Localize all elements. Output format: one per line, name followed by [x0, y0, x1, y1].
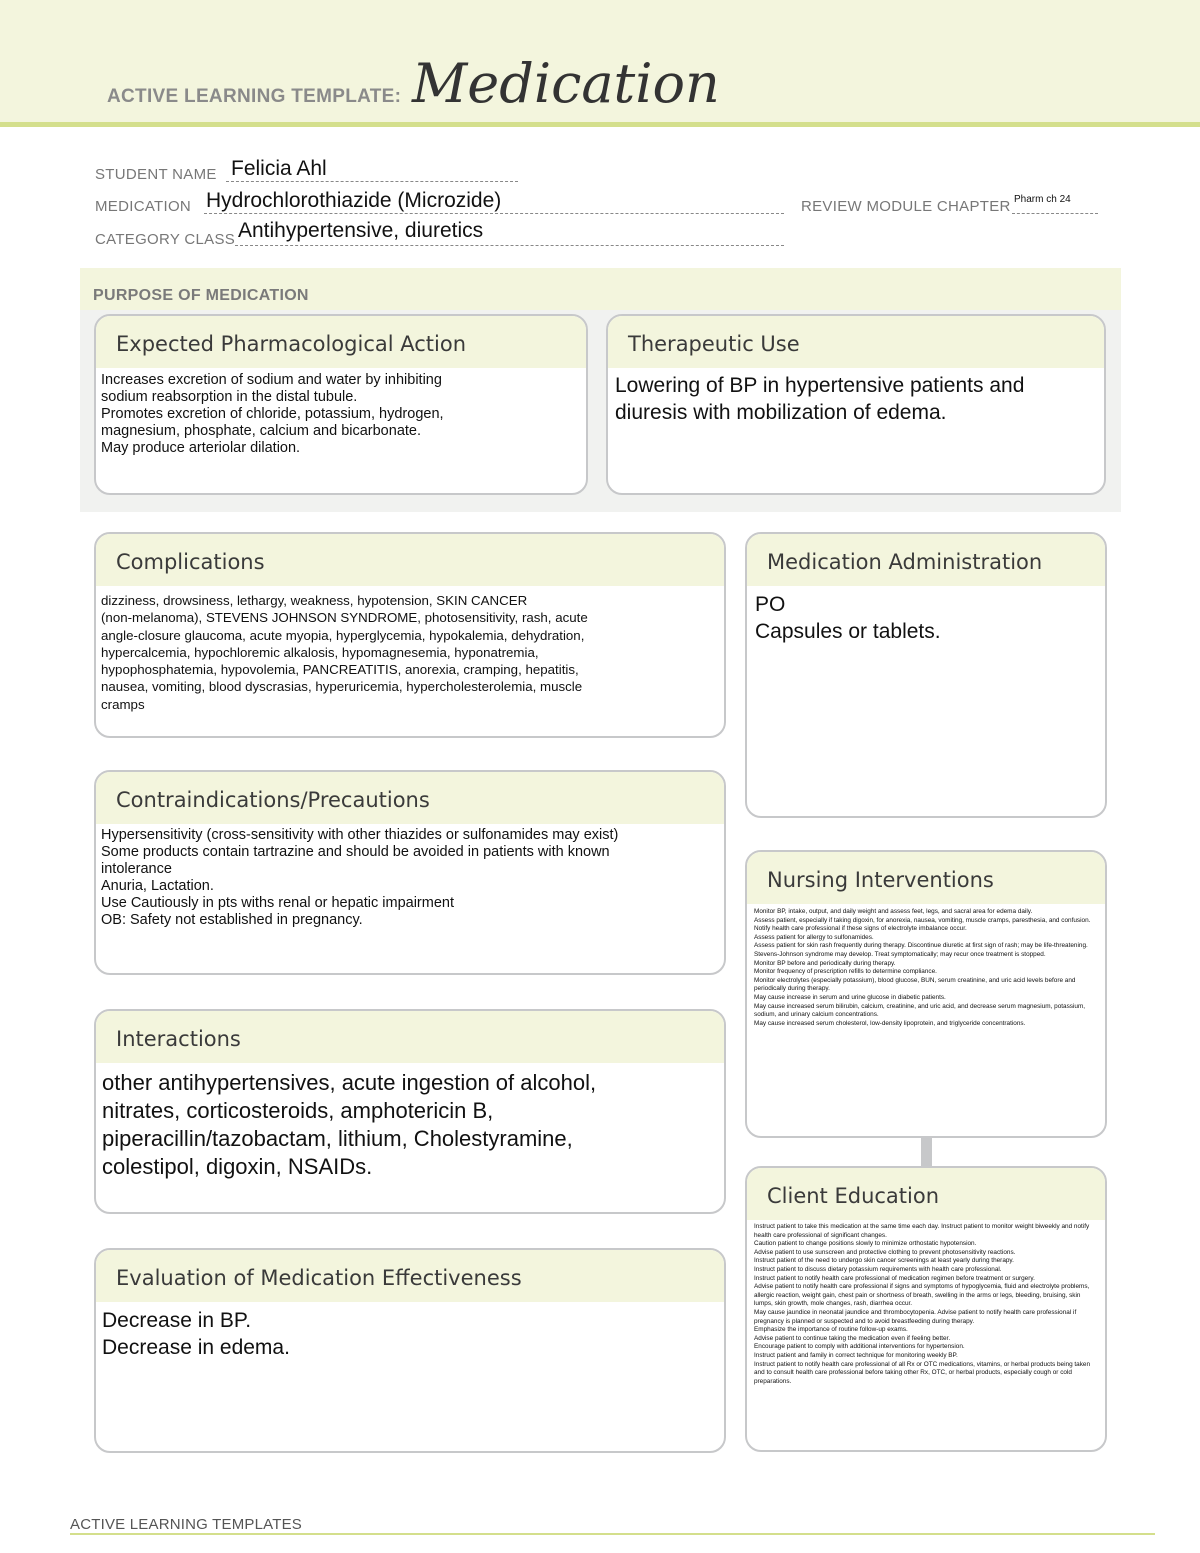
- text-line: OB: Safety not established in pregnancy.: [101, 912, 363, 928]
- interactions-title: Interactions: [116, 1027, 241, 1051]
- text-line: piperacillin/tazobactam, lithium, Cholestyramine,: [102, 1126, 573, 1151]
- text-line: intolerance: [101, 861, 172, 877]
- text-line: sodium reabsorption in the distal tubule.: [101, 389, 358, 405]
- medication-field[interactable]: Hydrochlorothiazide (Microzide): [206, 189, 502, 212]
- text-line: Assess patient, especially if taking digoxin, for anorexia, nausea, vomiting, muscle cramps, paresthesia, and confusion. Notify health care professional if these signs of electrolyte imbalance occur.: [754, 916, 1091, 933]
- medication-administration-card: [745, 532, 1107, 818]
- text-line: Caution patient to change positions slowly to minimize orthostatic hypotension.: [754, 1240, 977, 1248]
- text-line: angle-closure glaucoma, acute myopia, hyperglycemia, hypokalemia, dehydration,: [101, 627, 585, 643]
- text-line: Encourage patient to comply with additional interventions for hypertension.: [754, 1343, 965, 1351]
- text-line: other antihypertensives, acute ingestion of alcohol,: [102, 1070, 597, 1095]
- text-line: Assess patient for skin rash frequently during therapy. Discontinue diuretic at first sign of rash; may be life-threatening. Stevens-Johnson syndrome may develop. Treat symptomatically; may recur once treatment is stopped.: [754, 942, 1088, 958]
- expected-action-text[interactable]: [101, 372, 578, 457]
- text-line: Instruct patient of the need to undergo skin cancer screenings at least yearly during therapy.: [754, 1257, 1014, 1265]
- client-education-title: Client Education: [767, 1184, 940, 1208]
- text-line: Promotes excretion of chloride, potassium, hydrogen,: [101, 406, 444, 422]
- medication-label: MEDICATION: [95, 198, 192, 215]
- complications-card: [94, 532, 726, 738]
- text-line: cramps: [101, 696, 145, 712]
- footer-rule: [70, 1533, 1155, 1535]
- text-line: hypophosphatemia, hypovolemia, PANCREATITIS, anorexia, cramping, hepatitis,: [101, 662, 579, 678]
- text-line: PO: [755, 593, 786, 616]
- client-education-card: [745, 1166, 1107, 1452]
- text-line: Instruct patient to discuss dietary potassium requirements with health care professional.: [754, 1265, 1002, 1273]
- text-line: May cause jaundice in neonatal jaundice and thrombocytopenia. Advise patient to notify health care professional if pregnancy is planned or suspected and to avoid breastfeeding during therapy.: [754, 1308, 1077, 1325]
- text-line: Assess patient for allergy to sulfonamides.: [754, 933, 874, 941]
- header-rule: [0, 122, 1200, 127]
- expected-action-title: Expected Pharmacological Action: [116, 332, 467, 356]
- review-module-chapter-label: REVIEW MODULE CHAPTER: [801, 198, 1011, 215]
- contraindications-card: [94, 770, 726, 975]
- nursing-interventions-card: [745, 850, 1107, 1138]
- student-name-label: STUDENT NAME: [95, 166, 217, 183]
- text-line: Capsules or tablets.: [755, 620, 941, 643]
- student-name-line: [226, 181, 518, 182]
- therapeutic-use-text[interactable]: [615, 372, 1096, 426]
- text-line: Monitor BP, intake, output, and daily weight and assess feet, legs, and sacral area for edema daily.: [754, 908, 1033, 915]
- text-line: May produce arteriolar dilation.: [101, 440, 301, 456]
- expected-action-card: [94, 314, 588, 495]
- medication-line: [204, 213, 784, 214]
- therapeutic-use-card: [606, 314, 1106, 495]
- text-line: Some products contain tartrazine and should be avoided in patients with known: [101, 844, 610, 860]
- text-line: Advise patient to notify health care professional if signs and symptoms of hypoglycemia, fluid and electrolyte problems, allergic reaction, weight gain, chest pain or shortness of breath, swelling in the arms or legs, bleeding, bruising, skin lumps, skin growth, mole changes, rash, diarrhea occur.: [754, 1283, 1090, 1308]
- interactions-text[interactable]: [102, 1069, 716, 1181]
- text-line: Instruct patient to notify health care professional of medication regimen before treatment or surgery.: [754, 1274, 1035, 1282]
- evaluation-title: Evaluation of Medication Effectiveness: [116, 1266, 522, 1290]
- student-name-field[interactable]: Felicia Ahl: [231, 157, 327, 180]
- text-line: May cause increase in serum and urine glucose in diabetic patients.: [754, 993, 946, 1001]
- medication-administration-title: Medication Administration: [767, 550, 1043, 574]
- text-line: May cause increased serum bilirubin, calcium, creatinine, and uric acid, and decrease serum magnesium, potassium, sodium, and urinary calcium concentrations.: [754, 1002, 1086, 1019]
- text-line: Monitor frequency of prescription refills to determine compliance.: [754, 968, 937, 976]
- text-line: Decrease in BP.: [102, 1309, 252, 1332]
- text-line: nausea, vomiting, blood dyscrasias, hyperuricemia, hypercholesterolemia, muscle: [101, 679, 583, 695]
- text-line: Monitor BP before and periodically during therapy.: [754, 959, 896, 967]
- text-line: diuresis with mobilization of edema.: [615, 401, 947, 424]
- panel-connector: [921, 1136, 932, 1166]
- text-line: nitrates, corticosteroids, amphotericin B,: [102, 1098, 494, 1123]
- text-line: Emphasize the importance of routine follow-up exams.: [754, 1326, 908, 1334]
- text-line: dizziness, drowsiness, lethargy, weakness, hypotension, SKIN CANCER: [101, 593, 528, 608]
- purpose-label: PURPOSE OF MEDICATION: [93, 287, 309, 304]
- text-line: Hypersensitivity (cross-sensitivity with other thiazides or sulfonamides may exist): [101, 827, 619, 843]
- review-module-chapter-line: [1012, 213, 1098, 214]
- text-line: Instruct patient to notify health care professional of all Rx or OTC medications, vitamins, or herbal products being taken and to consult health care professional before taking other Rx, OTC, or herbal products, especially cough or cold preparations.: [754, 1360, 1091, 1385]
- nursing-interventions-title: Nursing Interventions: [767, 868, 994, 892]
- text-line: Monitor electrolytes (especially potassium), blood glucose, BUN, serum creatinine, and uric acid levels before and periodically during therapy.: [754, 976, 1076, 993]
- evaluation-card: [94, 1248, 726, 1453]
- text-line: Instruct patient to take this medication at the same time each day. Instruct patient to monitor weight biweekly and notify health care professional of significant changes.: [754, 1223, 1090, 1239]
- category-class-label: CATEGORY CLASS: [95, 231, 236, 248]
- text-line: hypercalcemia, hypochloremic alkalosis, hypomagnesemia, hyponatremia,: [101, 644, 539, 660]
- footer-label: ACTIVE LEARNING TEMPLATES: [70, 1516, 302, 1533]
- review-module-chapter-field[interactable]: Pharm ch 24: [1014, 194, 1071, 205]
- text-line: Increases excretion of sodium and water by inhibiting: [101, 372, 442, 388]
- medication-administration-text[interactable]: [755, 591, 1097, 645]
- text-line: colestipol, digoxin, NSAIDs.: [102, 1154, 373, 1179]
- complications-text[interactable]: [101, 592, 716, 713]
- interactions-card: [94, 1009, 726, 1214]
- text-line: May cause increased serum cholesterol, low-density lipoprotein, and triglyceride concentrations.: [754, 1019, 1026, 1027]
- text-line: Instruct patient and family in correct technique for monitoring weekly BP.: [754, 1351, 958, 1359]
- template-title: Medication: [412, 52, 720, 115]
- text-line: (non-melanoma), STEVENS JOHNSON SYNDROME, photosensitivity, rash, acute: [101, 610, 588, 626]
- contraindications-title: Contraindications/Precautions: [116, 788, 430, 812]
- category-class-field[interactable]: Antihypertensive, diuretics: [238, 219, 484, 242]
- template-label: ACTIVE LEARNING TEMPLATE:: [107, 86, 402, 107]
- text-line: magnesium, phosphate, calcium and bicarbonate.: [101, 423, 421, 439]
- text-line: Decrease in edema.: [102, 1336, 290, 1359]
- contraindications-text[interactable]: [101, 827, 716, 929]
- nursing-interventions-text[interactable]: [754, 908, 1095, 1028]
- text-line: Use Cautiously in pts withs renal or hepatic impairment: [101, 895, 454, 911]
- text-line: Advise patient to continue taking the medication even if feeling better.: [754, 1334, 951, 1342]
- text-line: Anuria, Lactation.: [101, 878, 214, 894]
- evaluation-text[interactable]: [102, 1307, 716, 1361]
- therapeutic-use-title: Therapeutic Use: [628, 332, 800, 356]
- category-class-line: [235, 245, 784, 246]
- text-line: Advise patient to use sunscreen and protective clothing to prevent photosensitivity reactions.: [754, 1248, 1016, 1256]
- complications-title: Complications: [116, 550, 265, 574]
- text-line: Lowering of BP in hypertensive patients and: [615, 374, 1025, 397]
- client-education-text[interactable]: [754, 1223, 1095, 1386]
